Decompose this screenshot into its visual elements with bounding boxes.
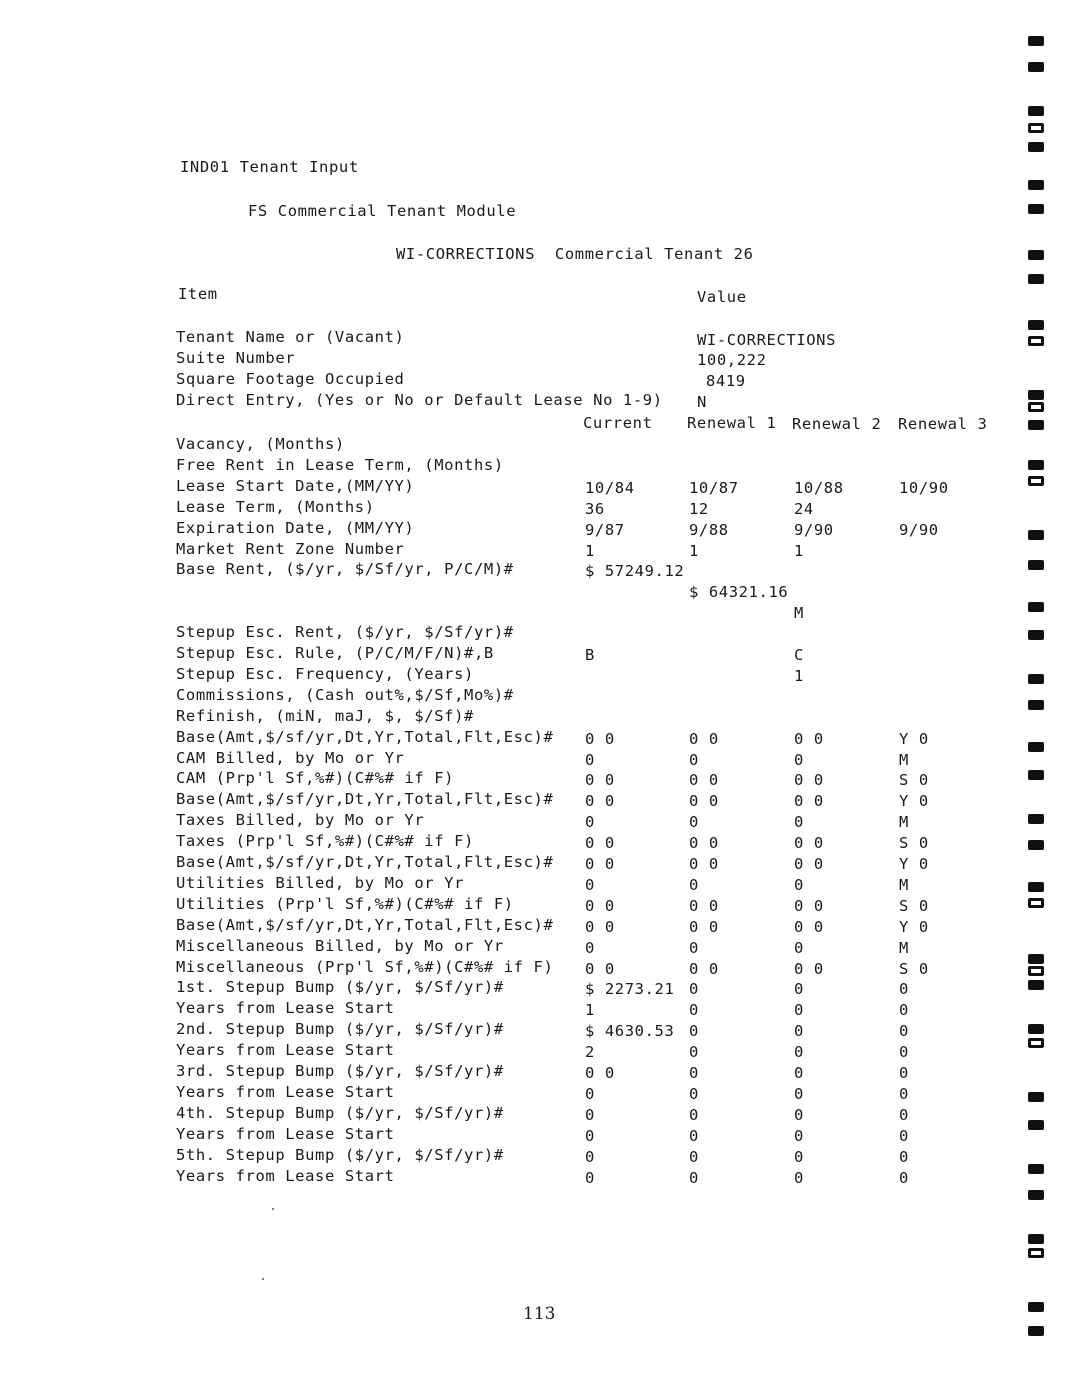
row-value-renewal-1: 0	[689, 876, 699, 894]
row-value-renewal-2: 0	[794, 1001, 804, 1019]
row-value-current: 0	[585, 1106, 595, 1124]
row-value-renewal-2: 0	[794, 813, 804, 831]
row-value-current: 0 0	[585, 960, 615, 978]
row-label: Refinish, (miN, maJ, $, $/Sf)#	[176, 707, 474, 725]
square-footage-value: 8419	[706, 372, 746, 390]
row-value-renewal-1: 0 0	[689, 771, 719, 789]
row-value-renewal-2: 0	[794, 876, 804, 894]
row-label: Base(Amt,$/sf/yr,Dt,Yr,Total,Flt,Esc)#	[176, 916, 554, 934]
row-value-current: 0	[585, 1127, 595, 1145]
row-label: Years from Lease Start	[176, 1167, 395, 1185]
row-value-renewal-1: 0	[689, 939, 699, 957]
row-value-renewal-3: Y 0	[899, 792, 929, 810]
row-value-renewal-2: 24	[794, 500, 814, 518]
row-value-renewal-3: S 0	[899, 897, 929, 915]
row-value-current: 0	[585, 1169, 595, 1187]
row-value-current: $ 2273.21	[585, 980, 675, 998]
row-value-renewal-2: 0	[794, 980, 804, 998]
square-footage-label: Square Footage Occupied	[176, 370, 405, 388]
row-label: Market Rent Zone Number	[176, 540, 405, 558]
row-value-renewal-1: 0 0	[689, 730, 719, 748]
row-value-renewal-3: S 0	[899, 834, 929, 852]
row-value-renewal-2: 0	[794, 751, 804, 769]
row-value-renewal-1: 0	[689, 1148, 699, 1166]
row-value-renewal-3: 0	[899, 1001, 909, 1019]
row-value-renewal-3: Y 0	[899, 730, 929, 748]
row-value-renewal-3: 0	[899, 980, 909, 998]
row-value-renewal-2: 0 0	[794, 792, 824, 810]
page-number: 113	[523, 1304, 556, 1324]
scan-speck	[272, 1208, 274, 1210]
row-value-renewal-1: 0 0	[689, 855, 719, 873]
row-label: Years from Lease Start	[176, 1041, 395, 1059]
row-value-current: 0	[585, 751, 595, 769]
row-value-renewal-3: 0	[899, 1148, 909, 1166]
row-value-renewal-1: 0 0	[689, 834, 719, 852]
module-name: FS Commercial Tenant Module	[248, 202, 517, 220]
row-value-renewal-1: 0	[689, 1106, 699, 1124]
row-value-renewal-3: Y 0	[899, 855, 929, 873]
row-value-current: 0 0	[585, 834, 615, 852]
row-value-current: $ 4630.53	[585, 1022, 675, 1040]
row-value-renewal-1: 0	[689, 1169, 699, 1187]
row-label: Taxes (Prp'l Sf,%#)(C#%# if F)	[176, 832, 474, 850]
row-value-renewal-2: 0	[794, 1022, 804, 1040]
row-value-renewal-3: 0	[899, 1169, 909, 1187]
row-value-current: 0 0	[585, 771, 615, 789]
row-value-renewal-2: 0 0	[794, 918, 824, 936]
row-value-renewal-1: 0 0	[689, 960, 719, 978]
row-value-renewal-1: 0	[689, 1022, 699, 1040]
row-label: Vacancy, (Months)	[176, 435, 345, 453]
row-label: CAM (Prp'l Sf,%#)(C#%# if F)	[176, 769, 455, 787]
row-value-renewal-1: 9/88	[689, 521, 729, 539]
row-label: 4th. Stepup Bump ($/yr, $/Sf/yr)#	[176, 1104, 504, 1122]
row-label: Free Rent in Lease Term, (Months)	[176, 456, 504, 474]
row-value-renewal-3: M	[899, 751, 909, 769]
row-value-renewal-2: 0	[794, 1127, 804, 1145]
row-label: Base(Amt,$/sf/yr,Dt,Yr,Total,Flt,Esc)#	[176, 790, 554, 808]
row-label: Miscellaneous (Prp'l Sf,%#)(C#%# if F)	[176, 958, 554, 976]
row-value-renewal-1: 10/87	[689, 479, 739, 497]
period-header-renewal-1: Renewal 1	[687, 414, 777, 432]
row-value-current: $ 57249.12	[585, 562, 685, 580]
row-value-renewal-1: 0 0	[689, 792, 719, 810]
row-value-renewal-2: 0 0	[794, 834, 824, 852]
row-value-renewal-3: M	[899, 813, 909, 831]
row-label: Years from Lease Start	[176, 1083, 395, 1101]
row-value-renewal-2: 0 0	[794, 855, 824, 873]
row-value-renewal-2: 0	[794, 1085, 804, 1103]
row-value-current: 0	[585, 813, 595, 831]
row-value-renewal-3: 0	[899, 1127, 909, 1145]
row-value-current: 0 0	[585, 918, 615, 936]
row-value-renewal-1: 0	[689, 980, 699, 998]
row-value-renewal-2: 1	[794, 667, 804, 685]
row-value-renewal-3: S 0	[899, 771, 929, 789]
direct-entry-value: N	[697, 393, 707, 411]
row-label: Utilities (Prp'l Sf,%#)(C#%# if F)	[176, 895, 514, 913]
period-header-current: Current	[583, 414, 653, 432]
tractor-feed-holes	[1028, 30, 1056, 1350]
period-header-renewal-3: Renewal 3	[898, 415, 988, 433]
row-value-renewal-1: 0	[689, 1001, 699, 1019]
row-value-current: 0	[585, 1085, 595, 1103]
row-label: Base(Amt,$/sf/yr,Dt,Yr,Total,Flt,Esc)#	[176, 728, 554, 746]
row-value-current: 0 0	[585, 792, 615, 810]
row-value-current: 10/84	[585, 479, 635, 497]
row-value-renewal-2: 0	[794, 1148, 804, 1166]
row-value-renewal-2: 0	[794, 939, 804, 957]
row-value-current: 36	[585, 500, 605, 518]
row-value-current: 1	[585, 1001, 595, 1019]
row-value-current: 2	[585, 1043, 595, 1061]
row-value-renewal-1: 1	[689, 542, 699, 560]
row-value-current: 0	[585, 939, 595, 957]
row-value-renewal-3: 0	[899, 1106, 909, 1124]
row-value-renewal-3: S 0	[899, 960, 929, 978]
row-value-renewal-3: M	[899, 939, 909, 957]
row-value-renewal-1: $ 64321.16	[689, 583, 789, 601]
row-value-renewal-3: 0	[899, 1043, 909, 1061]
row-value-current: 0	[585, 1148, 595, 1166]
row-value-renewal-2: 0	[794, 1106, 804, 1124]
row-value-renewal-1: 0	[689, 1064, 699, 1082]
period-header-renewal-2: Renewal 2	[792, 415, 882, 433]
row-label: Lease Start Date,(MM/YY)	[176, 477, 415, 495]
row-value-renewal-2: 10/88	[794, 479, 844, 497]
row-label: Stepup Esc. Rent, ($/yr, $/Sf/yr)#	[176, 623, 514, 641]
row-value-renewal-1: 0	[689, 1127, 699, 1145]
item-column-header: Item	[178, 285, 218, 303]
row-value-renewal-1: 0 0	[689, 897, 719, 915]
row-label: Years from Lease Start	[176, 1125, 395, 1143]
tenant-name-label: Tenant Name or (Vacant)	[176, 328, 405, 346]
row-value-current: 0 0	[585, 730, 615, 748]
row-label: Miscellaneous Billed, by Mo or Yr	[176, 937, 504, 955]
row-value-current: B	[585, 646, 595, 664]
row-value-renewal-2: 0 0	[794, 730, 824, 748]
value-column-header: Value	[697, 288, 747, 306]
tenant-name-value: WI-CORRECTIONS	[697, 331, 837, 349]
row-label: 3rd. Stepup Bump ($/yr, $/Sf/yr)#	[176, 1062, 504, 1080]
row-value-renewal-3: 0	[899, 1064, 909, 1082]
row-value-renewal-2: 0 0	[794, 771, 824, 789]
row-label: CAM Billed, by Mo or Yr	[176, 749, 405, 767]
row-value-renewal-2: 1	[794, 542, 804, 560]
row-value-renewal-2: 9/90	[794, 521, 834, 539]
module-code-title: IND01 Tenant Input	[180, 158, 359, 176]
row-label: Expiration Date, (MM/YY)	[176, 519, 415, 537]
row-label: Stepup Esc. Rule, (P/C/M/F/N)#,B	[176, 644, 494, 662]
row-value-renewal-3: 10/90	[899, 479, 949, 497]
row-label: 2nd. Stepup Bump ($/yr, $/Sf/yr)#	[176, 1020, 504, 1038]
row-value-renewal-3: M	[899, 876, 909, 894]
direct-entry-label: Direct Entry, (Yes or No or Default Lease No 1-9)	[176, 391, 663, 409]
row-label: Base Rent, ($/yr, $/Sf/yr, P/C/M)#	[176, 560, 514, 578]
row-label: 1st. Stepup Bump ($/yr, $/Sf/yr)#	[176, 978, 504, 996]
tenant-heading: WI-CORRECTIONS Commercial Tenant 26	[396, 245, 754, 263]
row-value-renewal-1: 0	[689, 1043, 699, 1061]
scan-speck	[262, 1278, 264, 1280]
row-label: Years from Lease Start	[176, 999, 395, 1017]
row-value-current: 0 0	[585, 1064, 615, 1082]
row-value-renewal-1: 12	[689, 500, 709, 518]
suite-number-label: Suite Number	[176, 349, 296, 367]
row-value-renewal-1: 0	[689, 1085, 699, 1103]
row-value-renewal-2: 0	[794, 1064, 804, 1082]
row-label: Taxes Billed, by Mo or Yr	[176, 811, 425, 829]
row-value-current: 0	[585, 876, 595, 894]
row-label: Commissions, (Cash out%,$/Sf,Mo%)#	[176, 686, 514, 704]
suite-number-value: 100,222	[697, 351, 767, 369]
row-label: Stepup Esc. Frequency, (Years)	[176, 665, 474, 683]
row-value-renewal-3: 0	[899, 1022, 909, 1040]
row-value-renewal-3: 0	[899, 1085, 909, 1103]
row-value-current: 1	[585, 542, 595, 560]
row-value-renewal-3: Y 0	[899, 918, 929, 936]
row-label: Lease Term, (Months)	[176, 498, 375, 516]
row-value-renewal-1: 0	[689, 813, 699, 831]
row-value-renewal-2: 0	[794, 1169, 804, 1187]
row-value-current: 0 0	[585, 897, 615, 915]
row-value-renewal-1: 0	[689, 751, 699, 769]
row-value-renewal-2: 0 0	[794, 897, 824, 915]
row-label: Utilities Billed, by Mo or Yr	[176, 874, 465, 892]
row-value-renewal-2: 0 0	[794, 960, 824, 978]
row-label: Base(Amt,$/sf/yr,Dt,Yr,Total,Flt,Esc)#	[176, 853, 554, 871]
row-value-renewal-2: C	[794, 646, 804, 664]
row-label: 5th. Stepup Bump ($/yr, $/Sf/yr)#	[176, 1146, 504, 1164]
row-value-current: 0 0	[585, 855, 615, 873]
row-value-renewal-3: 9/90	[899, 521, 939, 539]
row-value-renewal-2: 0	[794, 1043, 804, 1061]
row-value-current: 9/87	[585, 521, 625, 539]
row-value-renewal-2: M	[794, 604, 804, 622]
row-value-renewal-1: 0 0	[689, 918, 719, 936]
